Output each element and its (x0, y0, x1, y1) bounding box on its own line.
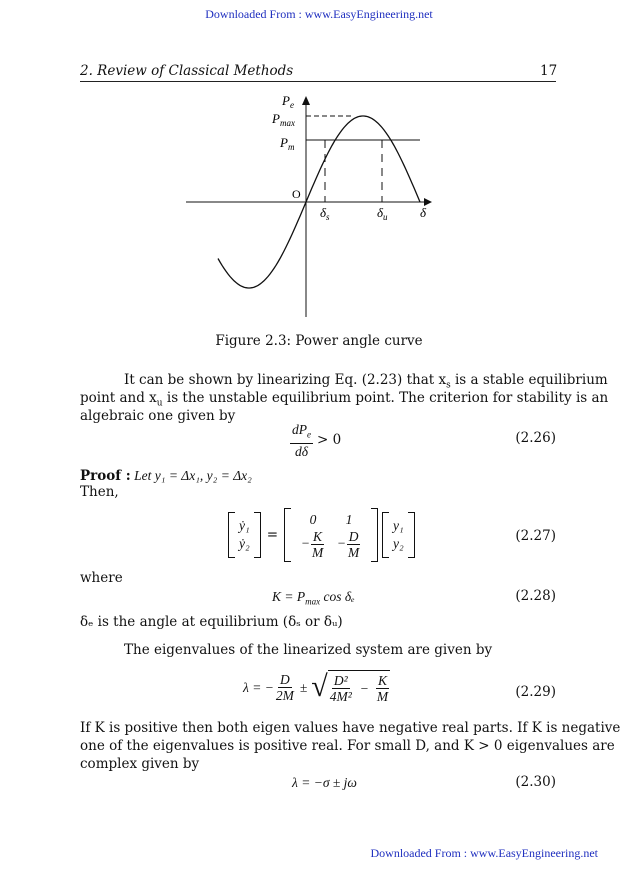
header-download-link[interactable]: Downloaded From : www.EasyEngineering.net (205, 7, 433, 21)
paragraph-2-line-2: one of the eigenvalues is positive real. For small D, and K > 0 eigenvalues are (80, 738, 615, 754)
page-number: 17 (540, 63, 558, 79)
figure-caption: Figure 2.3: Power angle curve (215, 333, 423, 349)
matrix-right-bracket (371, 508, 378, 562)
equation-2-26: $\frac{dP_e}{d\delta}$ > 0 (292, 422, 342, 459)
origin-label: O (292, 187, 301, 201)
paragraph-2-line-1: If K is positive then both eigen values have negative real parts. If K is negative (80, 720, 621, 736)
power-angle-curve-figure (170, 92, 440, 322)
paragraph-2-line-3: complex given by (80, 756, 200, 772)
chapter-running-head: 2. Review of Classical Methods (80, 63, 294, 79)
eigenvalue-intro-line: The eigenvalues of the linearized system are given by (124, 642, 493, 658)
delta-s-label: $\delta_s$ (320, 205, 330, 222)
delta-u-label: $\delta_u$ (377, 205, 388, 222)
paragraph-1-line-3: algebraic one given by (80, 408, 236, 424)
rhs-left-bracket (382, 512, 389, 558)
equation-label-2-29: (2.29) (515, 684, 556, 700)
delta-e-line: δₑ is the angle at equilibrium (δₛ or δᵤ) (80, 614, 343, 630)
rhs-right-bracket (408, 512, 415, 558)
equation-label-2-28: (2.28) (515, 588, 556, 604)
footer-download-link[interactable]: Downloaded From : www.EasyEngineering.net (370, 846, 598, 860)
y-axis-arrow-icon (302, 96, 310, 105)
pmax-label: $P_{max}$ (272, 111, 295, 128)
where-line: where (80, 570, 123, 586)
paragraph-1-line-2: point and $x_u$ is the unstable equilibrium point. The criterion for stability is an (80, 390, 609, 409)
equation-label-2-30: (2.30) (515, 774, 556, 790)
matrix-left-bracket (284, 508, 291, 562)
then-line: Then, (80, 484, 119, 500)
pm-label: $P_m$ (280, 135, 295, 152)
header-rule (80, 81, 556, 82)
equation-label-2-27: (2.27) (515, 528, 556, 544)
equation-2-28: $K = P_{max}$ cos δₑ (272, 589, 355, 607)
equation-2-30: λ = −σ ± jω (292, 775, 357, 790)
paragraph-1-line-1: It can be shown by linearizing Eq. (2.23) that $x_s$ is a stable equilibrium (124, 372, 608, 391)
lhs-left-bracket (228, 512, 235, 558)
equation-2-27: ẏ₁ ẏ₂ = 0 1 − $\frac{K}{M}$ − $\frac{D}{M}$ y₁ y₂ (228, 508, 415, 562)
pe-label: $P_e$ (282, 93, 294, 110)
sqrt-sign: √ (311, 670, 328, 703)
proof-line: Proof : Let y₁ = Δx₁, y₂ = Δx₂ (80, 468, 252, 484)
equation-2-29: λ = − $\frac{D}{2M}$ ± √ $\frac{\text{D²}}{\text{4M²}}$ − $\frac{K}{M}$ (243, 670, 389, 704)
lhs-right-bracket (254, 512, 261, 558)
equation-label-2-26: (2.26) (515, 430, 556, 446)
delta-axis-label: δ (420, 205, 427, 220)
